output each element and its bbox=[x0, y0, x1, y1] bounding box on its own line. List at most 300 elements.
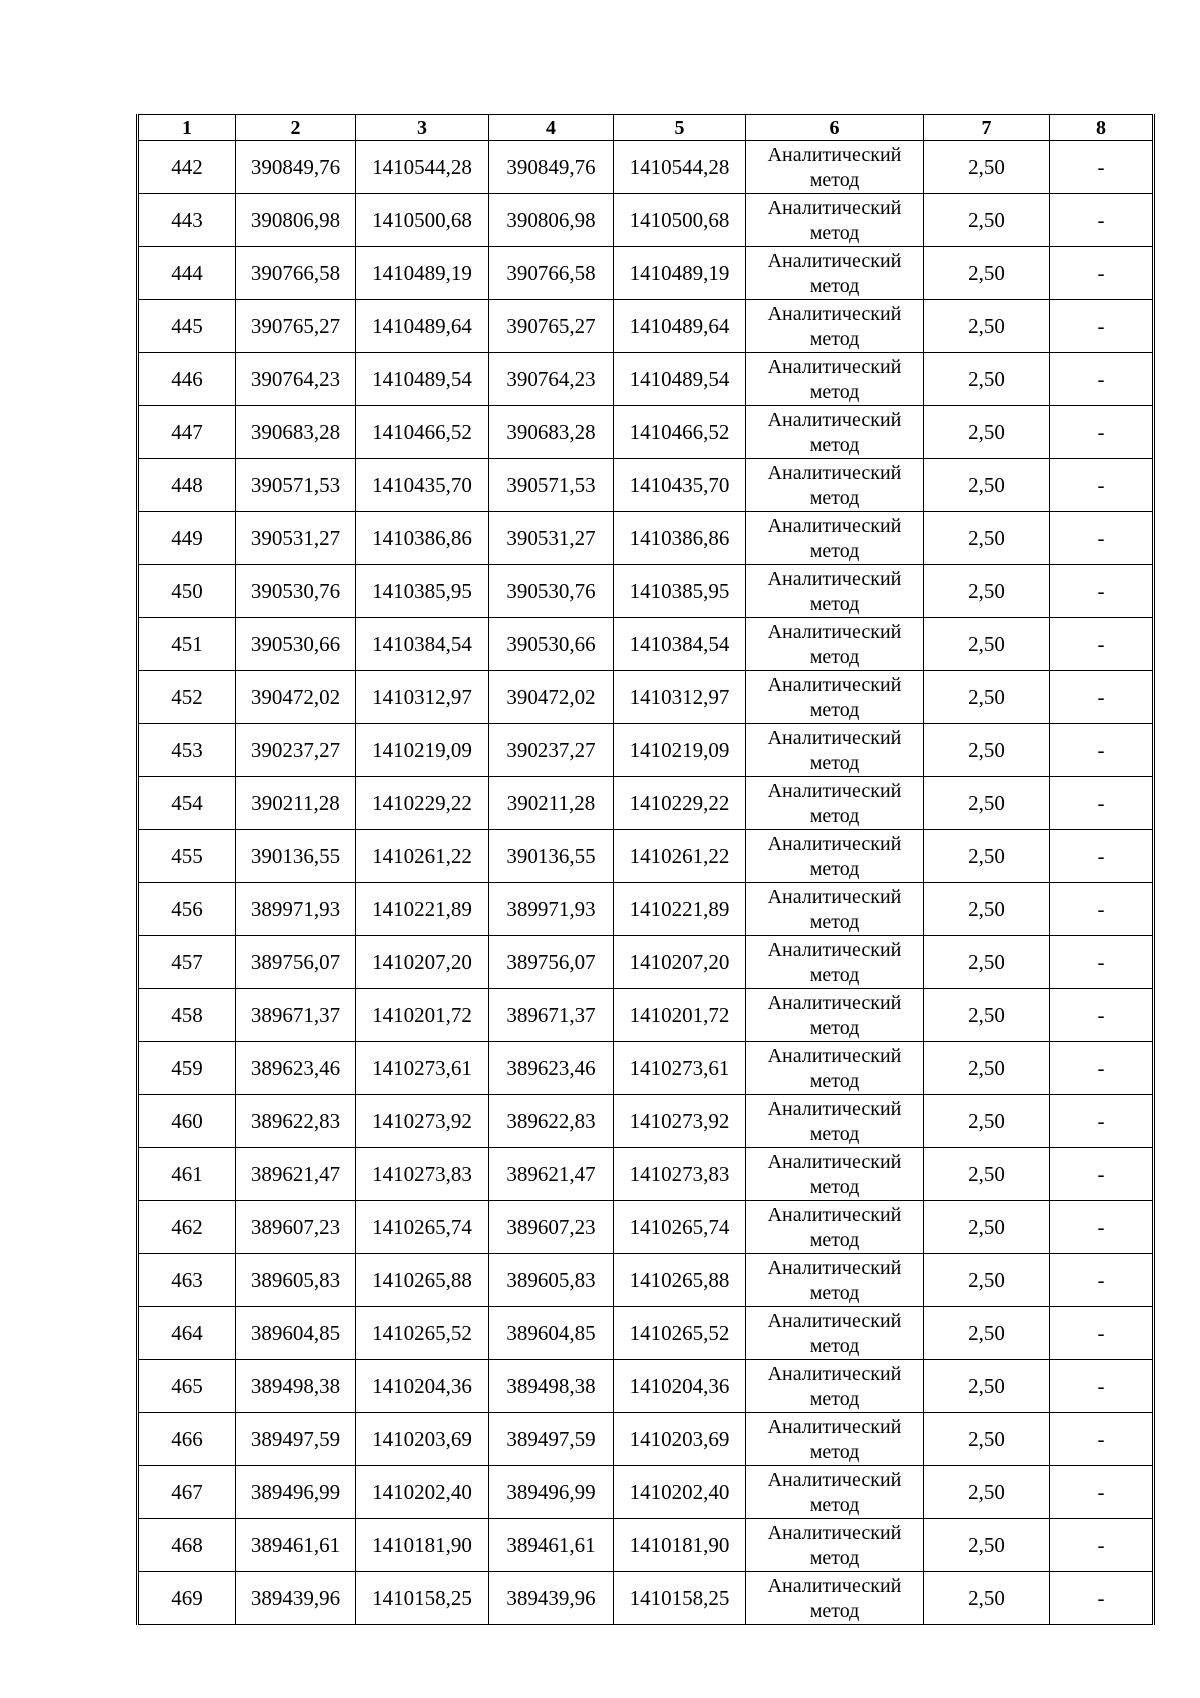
point-number-cell: 446 bbox=[138, 353, 236, 406]
x-coordinate-cell: 389621,47 bbox=[489, 1148, 614, 1201]
note-cell: - bbox=[1050, 512, 1154, 565]
table-row bbox=[138, 1413, 1154, 1466]
note-cell: - bbox=[1050, 1042, 1154, 1095]
y-coordinate-cell: 1410273,61 bbox=[356, 1042, 489, 1095]
method-text-line: Аналитический bbox=[767, 1362, 902, 1385]
point-number-cell: 452 bbox=[138, 671, 236, 724]
accuracy-cell: 2,50 bbox=[924, 406, 1050, 459]
x-coordinate-cell: 389604,85 bbox=[489, 1307, 614, 1360]
table-row bbox=[138, 1042, 1154, 1095]
method-cell bbox=[746, 1042, 924, 1095]
method-text-line: метод bbox=[809, 539, 860, 562]
table-row bbox=[138, 1148, 1154, 1201]
method-text-line: метод bbox=[809, 1069, 860, 1092]
method-text-line: Аналитический bbox=[767, 249, 902, 272]
y-coordinate-cell: 1410435,70 bbox=[614, 459, 746, 512]
y-coordinate-cell: 1410466,52 bbox=[356, 406, 489, 459]
accuracy-cell: 2,50 bbox=[924, 618, 1050, 671]
x-coordinate-cell: 390683,28 bbox=[489, 406, 614, 459]
x-coordinate-cell: 390531,27 bbox=[236, 512, 356, 565]
note-cell: - bbox=[1050, 141, 1154, 194]
table-row bbox=[138, 1095, 1154, 1148]
x-coordinate-cell: 390211,28 bbox=[236, 777, 356, 830]
accuracy-cell: 2,50 bbox=[924, 512, 1050, 565]
method-text-line: метод bbox=[809, 274, 860, 297]
y-coordinate-cell: 1410489,64 bbox=[356, 300, 489, 353]
y-coordinate-cell: 1410265,88 bbox=[356, 1254, 489, 1307]
x-coordinate-cell: 390472,02 bbox=[489, 671, 614, 724]
x-coordinate-cell: 390237,27 bbox=[489, 724, 614, 777]
note-cell: - bbox=[1050, 194, 1154, 247]
method-text-line: Аналитический bbox=[767, 673, 902, 696]
y-coordinate-cell: 1410201,72 bbox=[614, 989, 746, 1042]
y-coordinate-cell: 1410203,69 bbox=[356, 1413, 489, 1466]
y-coordinate-cell: 1410386,86 bbox=[356, 512, 489, 565]
method-text-line: метод bbox=[809, 1122, 860, 1145]
y-coordinate-cell: 1410265,74 bbox=[356, 1201, 489, 1254]
x-coordinate-cell: 389623,46 bbox=[489, 1042, 614, 1095]
note-cell: - bbox=[1050, 989, 1154, 1042]
y-coordinate-cell: 1410385,95 bbox=[356, 565, 489, 618]
method-text-line: Аналитический bbox=[767, 885, 902, 908]
method-cell bbox=[746, 194, 924, 247]
y-coordinate-cell: 1410312,97 bbox=[356, 671, 489, 724]
x-coordinate-cell: 389496,99 bbox=[489, 1466, 614, 1519]
method-text-line: Аналитический bbox=[767, 726, 902, 749]
point-number-cell: 466 bbox=[138, 1413, 236, 1466]
header-cell: 2 bbox=[236, 115, 356, 141]
table-row bbox=[138, 936, 1154, 989]
x-coordinate-cell: 390571,53 bbox=[236, 459, 356, 512]
method-text-line: Аналитический bbox=[767, 1044, 902, 1067]
note-cell: - bbox=[1050, 1307, 1154, 1360]
method-cell bbox=[746, 1307, 924, 1360]
table-row bbox=[138, 300, 1154, 353]
method-cell bbox=[746, 1413, 924, 1466]
y-coordinate-cell: 1410229,22 bbox=[356, 777, 489, 830]
x-coordinate-cell: 390530,76 bbox=[236, 565, 356, 618]
x-coordinate-cell: 390849,76 bbox=[489, 141, 614, 194]
note-cell: - bbox=[1050, 1572, 1154, 1625]
note-cell: - bbox=[1050, 1466, 1154, 1519]
point-number-cell: 461 bbox=[138, 1148, 236, 1201]
accuracy-cell: 2,50 bbox=[924, 247, 1050, 300]
note-cell: - bbox=[1050, 1519, 1154, 1572]
method-text-line: Аналитический bbox=[767, 408, 902, 431]
method-text-line: Аналитический bbox=[767, 1309, 902, 1332]
method-cell bbox=[746, 1360, 924, 1413]
y-coordinate-cell: 1410384,54 bbox=[614, 618, 746, 671]
method-text-line: метод bbox=[809, 751, 860, 774]
method-text-line: Аналитический bbox=[767, 567, 902, 590]
method-cell bbox=[746, 1201, 924, 1254]
point-number-cell: 445 bbox=[138, 300, 236, 353]
x-coordinate-cell: 390530,76 bbox=[489, 565, 614, 618]
note-cell: - bbox=[1050, 1095, 1154, 1148]
point-number-cell: 449 bbox=[138, 512, 236, 565]
y-coordinate-cell: 1410544,28 bbox=[356, 141, 489, 194]
x-coordinate-cell: 389605,83 bbox=[236, 1254, 356, 1307]
x-coordinate-cell: 389621,47 bbox=[236, 1148, 356, 1201]
method-cell bbox=[746, 141, 924, 194]
header-row bbox=[138, 115, 1154, 141]
x-coordinate-cell: 389971,93 bbox=[489, 883, 614, 936]
note-cell: - bbox=[1050, 406, 1154, 459]
method-text-line: Аналитический bbox=[767, 1097, 902, 1120]
x-coordinate-cell: 389497,59 bbox=[236, 1413, 356, 1466]
x-coordinate-cell: 389604,85 bbox=[236, 1307, 356, 1360]
x-coordinate-cell: 389605,83 bbox=[489, 1254, 614, 1307]
method-cell bbox=[746, 1095, 924, 1148]
note-cell: - bbox=[1050, 1360, 1154, 1413]
method-text-line: метод bbox=[809, 1546, 860, 1569]
accuracy-cell: 2,50 bbox=[924, 936, 1050, 989]
method-text-line: метод bbox=[809, 963, 860, 986]
header-cell: 8 bbox=[1050, 115, 1154, 141]
method-cell bbox=[746, 406, 924, 459]
table-row bbox=[138, 512, 1154, 565]
table-row bbox=[138, 141, 1154, 194]
method-text-line: Аналитический bbox=[767, 832, 902, 855]
x-coordinate-cell: 390764,23 bbox=[489, 353, 614, 406]
point-number-cell: 454 bbox=[138, 777, 236, 830]
note-cell: - bbox=[1050, 724, 1154, 777]
y-coordinate-cell: 1410219,09 bbox=[356, 724, 489, 777]
point-number-cell: 444 bbox=[138, 247, 236, 300]
method-cell bbox=[746, 247, 924, 300]
y-coordinate-cell: 1410312,97 bbox=[614, 671, 746, 724]
method-text-line: метод bbox=[809, 486, 860, 509]
note-cell: - bbox=[1050, 300, 1154, 353]
method-text-line: Аналитический bbox=[767, 1256, 902, 1279]
x-coordinate-cell: 390530,66 bbox=[489, 618, 614, 671]
table-row bbox=[138, 1572, 1154, 1625]
table-row bbox=[138, 1307, 1154, 1360]
method-text-line: Аналитический bbox=[767, 302, 902, 325]
table-row bbox=[138, 565, 1154, 618]
point-number-cell: 455 bbox=[138, 830, 236, 883]
x-coordinate-cell: 389498,38 bbox=[489, 1360, 614, 1413]
method-cell bbox=[746, 565, 924, 618]
y-coordinate-cell: 1410221,89 bbox=[356, 883, 489, 936]
y-coordinate-cell: 1410265,52 bbox=[356, 1307, 489, 1360]
table-row bbox=[138, 671, 1154, 724]
y-coordinate-cell: 1410435,70 bbox=[356, 459, 489, 512]
y-coordinate-cell: 1410489,19 bbox=[614, 247, 746, 300]
y-coordinate-cell: 1410265,52 bbox=[614, 1307, 746, 1360]
y-coordinate-cell: 1410385,95 bbox=[614, 565, 746, 618]
method-text-line: метод bbox=[809, 1016, 860, 1039]
table-row bbox=[138, 1466, 1154, 1519]
point-number-cell: 464 bbox=[138, 1307, 236, 1360]
method-text-line: метод bbox=[809, 1387, 860, 1410]
method-text-line: метод bbox=[809, 645, 860, 668]
method-text-line: метод bbox=[809, 221, 860, 244]
accuracy-cell: 2,50 bbox=[924, 830, 1050, 883]
accuracy-cell: 2,50 bbox=[924, 1572, 1050, 1625]
table-row bbox=[138, 830, 1154, 883]
y-coordinate-cell: 1410207,20 bbox=[356, 936, 489, 989]
x-coordinate-cell: 390766,58 bbox=[489, 247, 614, 300]
method-text-line: Аналитический bbox=[767, 938, 902, 961]
x-coordinate-cell: 390136,55 bbox=[489, 830, 614, 883]
method-text-line: метод bbox=[809, 1228, 860, 1251]
y-coordinate-cell: 1410158,25 bbox=[356, 1572, 489, 1625]
accuracy-cell: 2,50 bbox=[924, 1466, 1050, 1519]
x-coordinate-cell: 389756,07 bbox=[489, 936, 614, 989]
point-number-cell: 457 bbox=[138, 936, 236, 989]
point-number-cell: 451 bbox=[138, 618, 236, 671]
accuracy-cell: 2,50 bbox=[924, 353, 1050, 406]
accuracy-cell: 2,50 bbox=[924, 989, 1050, 1042]
x-coordinate-cell: 389671,37 bbox=[489, 989, 614, 1042]
header-cell: 3 bbox=[356, 115, 489, 141]
x-coordinate-cell: 389496,99 bbox=[236, 1466, 356, 1519]
note-cell: - bbox=[1050, 936, 1154, 989]
accuracy-cell: 2,50 bbox=[924, 777, 1050, 830]
method-text-line: метод bbox=[809, 698, 860, 721]
table-row bbox=[138, 618, 1154, 671]
x-coordinate-cell: 390237,27 bbox=[236, 724, 356, 777]
point-number-cell: 468 bbox=[138, 1519, 236, 1572]
table-row bbox=[138, 1360, 1154, 1413]
point-number-cell: 448 bbox=[138, 459, 236, 512]
y-coordinate-cell: 1410158,25 bbox=[614, 1572, 746, 1625]
method-text-line: Аналитический bbox=[767, 461, 902, 484]
point-number-cell: 453 bbox=[138, 724, 236, 777]
point-number-cell: 447 bbox=[138, 406, 236, 459]
y-coordinate-cell: 1410202,40 bbox=[356, 1466, 489, 1519]
accuracy-cell: 2,50 bbox=[924, 1042, 1050, 1095]
x-coordinate-cell: 389607,23 bbox=[236, 1201, 356, 1254]
method-cell bbox=[746, 989, 924, 1042]
header-cell: 5 bbox=[614, 115, 746, 141]
x-coordinate-cell: 390765,27 bbox=[236, 300, 356, 353]
y-coordinate-cell: 1410229,22 bbox=[614, 777, 746, 830]
point-number-cell: 458 bbox=[138, 989, 236, 1042]
y-coordinate-cell: 1410261,22 bbox=[356, 830, 489, 883]
method-text-line: метод bbox=[809, 1334, 860, 1357]
y-coordinate-cell: 1410204,36 bbox=[614, 1360, 746, 1413]
method-cell bbox=[746, 936, 924, 989]
accuracy-cell: 2,50 bbox=[924, 883, 1050, 936]
method-text-line: метод bbox=[809, 910, 860, 933]
x-coordinate-cell: 389439,96 bbox=[236, 1572, 356, 1625]
method-cell bbox=[746, 1572, 924, 1625]
x-coordinate-cell: 390531,27 bbox=[489, 512, 614, 565]
x-coordinate-cell: 390683,28 bbox=[236, 406, 356, 459]
table-row bbox=[138, 406, 1154, 459]
x-coordinate-cell: 390849,76 bbox=[236, 141, 356, 194]
table-row bbox=[138, 459, 1154, 512]
x-coordinate-cell: 389497,59 bbox=[489, 1413, 614, 1466]
x-coordinate-cell: 390571,53 bbox=[489, 459, 614, 512]
point-number-cell: 443 bbox=[138, 194, 236, 247]
x-coordinate-cell: 389439,96 bbox=[489, 1572, 614, 1625]
table-row bbox=[138, 883, 1154, 936]
accuracy-cell: 2,50 bbox=[924, 1307, 1050, 1360]
y-coordinate-cell: 1410500,68 bbox=[614, 194, 746, 247]
method-text-line: Аналитический bbox=[767, 1468, 902, 1491]
table-row bbox=[138, 1201, 1154, 1254]
note-cell: - bbox=[1050, 1254, 1154, 1307]
method-cell bbox=[746, 1466, 924, 1519]
method-cell bbox=[746, 618, 924, 671]
method-text-line: метод bbox=[809, 1281, 860, 1304]
table-row bbox=[138, 247, 1154, 300]
x-coordinate-cell: 390211,28 bbox=[489, 777, 614, 830]
y-coordinate-cell: 1410273,92 bbox=[356, 1095, 489, 1148]
y-coordinate-cell: 1410201,72 bbox=[356, 989, 489, 1042]
note-cell: - bbox=[1050, 777, 1154, 830]
header-cell: 1 bbox=[138, 115, 236, 141]
accuracy-cell: 2,50 bbox=[924, 1201, 1050, 1254]
table-row bbox=[138, 989, 1154, 1042]
x-coordinate-cell: 389461,61 bbox=[236, 1519, 356, 1572]
accuracy-cell: 2,50 bbox=[924, 1360, 1050, 1413]
method-text-line: Аналитический bbox=[767, 1203, 902, 1226]
x-coordinate-cell: 389498,38 bbox=[236, 1360, 356, 1413]
method-cell bbox=[746, 671, 924, 724]
point-number-cell: 456 bbox=[138, 883, 236, 936]
point-number-cell: 462 bbox=[138, 1201, 236, 1254]
table-row bbox=[138, 724, 1154, 777]
method-text-line: Аналитический bbox=[767, 196, 902, 219]
method-text-line: метод bbox=[809, 1599, 860, 1622]
method-text-line: метод bbox=[809, 804, 860, 827]
method-cell bbox=[746, 512, 924, 565]
y-coordinate-cell: 1410202,40 bbox=[614, 1466, 746, 1519]
y-coordinate-cell: 1410273,61 bbox=[614, 1042, 746, 1095]
method-cell bbox=[746, 300, 924, 353]
method-cell bbox=[746, 830, 924, 883]
x-coordinate-cell: 390806,98 bbox=[489, 194, 614, 247]
y-coordinate-cell: 1410489,54 bbox=[614, 353, 746, 406]
note-cell: - bbox=[1050, 883, 1154, 936]
y-coordinate-cell: 1410500,68 bbox=[356, 194, 489, 247]
note-cell: - bbox=[1050, 1413, 1154, 1466]
accuracy-cell: 2,50 bbox=[924, 141, 1050, 194]
note-cell: - bbox=[1050, 247, 1154, 300]
point-number-cell: 460 bbox=[138, 1095, 236, 1148]
x-coordinate-cell: 389461,61 bbox=[489, 1519, 614, 1572]
method-text-line: метод bbox=[809, 1175, 860, 1198]
method-text-line: метод bbox=[809, 327, 860, 350]
method-cell bbox=[746, 459, 924, 512]
y-coordinate-cell: 1410386,86 bbox=[614, 512, 746, 565]
method-cell bbox=[746, 1254, 924, 1307]
accuracy-cell: 2,50 bbox=[924, 194, 1050, 247]
y-coordinate-cell: 1410273,83 bbox=[614, 1148, 746, 1201]
table-row bbox=[138, 1519, 1154, 1572]
accuracy-cell: 2,50 bbox=[924, 1254, 1050, 1307]
x-coordinate-cell: 389622,83 bbox=[236, 1095, 356, 1148]
header-cell: 7 bbox=[924, 115, 1050, 141]
y-coordinate-cell: 1410384,54 bbox=[356, 618, 489, 671]
method-text-line: Аналитический bbox=[767, 355, 902, 378]
y-coordinate-cell: 1410466,52 bbox=[614, 406, 746, 459]
x-coordinate-cell: 390765,27 bbox=[489, 300, 614, 353]
accuracy-cell: 2,50 bbox=[924, 300, 1050, 353]
y-coordinate-cell: 1410221,89 bbox=[614, 883, 746, 936]
x-coordinate-cell: 389607,23 bbox=[489, 1201, 614, 1254]
method-text-line: Аналитический bbox=[767, 143, 902, 166]
y-coordinate-cell: 1410181,90 bbox=[614, 1519, 746, 1572]
y-coordinate-cell: 1410544,28 bbox=[614, 141, 746, 194]
accuracy-cell: 2,50 bbox=[924, 1148, 1050, 1201]
x-coordinate-cell: 390766,58 bbox=[236, 247, 356, 300]
y-coordinate-cell: 1410261,22 bbox=[614, 830, 746, 883]
method-cell bbox=[746, 777, 924, 830]
y-coordinate-cell: 1410181,90 bbox=[356, 1519, 489, 1572]
header-cell: 4 bbox=[489, 115, 614, 141]
method-text-line: Аналитический bbox=[767, 1574, 902, 1597]
y-coordinate-cell: 1410219,09 bbox=[614, 724, 746, 777]
y-coordinate-cell: 1410265,88 bbox=[614, 1254, 746, 1307]
y-coordinate-cell: 1410203,69 bbox=[614, 1413, 746, 1466]
note-cell: - bbox=[1050, 565, 1154, 618]
accuracy-cell: 2,50 bbox=[924, 1519, 1050, 1572]
y-coordinate-cell: 1410273,83 bbox=[356, 1148, 489, 1201]
table-body bbox=[138, 141, 1154, 1625]
y-coordinate-cell: 1410204,36 bbox=[356, 1360, 489, 1413]
x-coordinate-cell: 389622,83 bbox=[489, 1095, 614, 1148]
point-number-cell: 459 bbox=[138, 1042, 236, 1095]
header-cell: 6 bbox=[746, 115, 924, 141]
accuracy-cell: 2,50 bbox=[924, 671, 1050, 724]
method-cell bbox=[746, 1148, 924, 1201]
method-text-line: метод bbox=[809, 433, 860, 456]
method-text-line: Аналитический bbox=[767, 620, 902, 643]
method-cell bbox=[746, 883, 924, 936]
method-text-line: метод bbox=[809, 592, 860, 615]
x-coordinate-cell: 390806,98 bbox=[236, 194, 356, 247]
accuracy-cell: 2,50 bbox=[924, 1095, 1050, 1148]
table-row bbox=[138, 1254, 1154, 1307]
y-coordinate-cell: 1410489,64 bbox=[614, 300, 746, 353]
method-cell bbox=[746, 1519, 924, 1572]
point-number-cell: 450 bbox=[138, 565, 236, 618]
note-cell: - bbox=[1050, 671, 1154, 724]
accuracy-cell: 2,50 bbox=[924, 565, 1050, 618]
table-row bbox=[138, 194, 1154, 247]
method-text-line: метод bbox=[809, 380, 860, 403]
method-text-line: Аналитический bbox=[767, 1150, 902, 1173]
point-number-cell: 465 bbox=[138, 1360, 236, 1413]
method-text-line: Аналитический bbox=[767, 1521, 902, 1544]
note-cell: - bbox=[1050, 1201, 1154, 1254]
method-text-line: Аналитический bbox=[767, 779, 902, 802]
table-row bbox=[138, 777, 1154, 830]
x-coordinate-cell: 389671,37 bbox=[236, 989, 356, 1042]
x-coordinate-cell: 389623,46 bbox=[236, 1042, 356, 1095]
x-coordinate-cell: 390764,23 bbox=[236, 353, 356, 406]
y-coordinate-cell: 1410489,19 bbox=[356, 247, 489, 300]
x-coordinate-cell: 389756,07 bbox=[236, 936, 356, 989]
method-text-line: метод bbox=[809, 1440, 860, 1463]
point-number-cell: 463 bbox=[138, 1254, 236, 1307]
method-cell bbox=[746, 353, 924, 406]
x-coordinate-cell: 390472,02 bbox=[236, 671, 356, 724]
point-number-cell: 442 bbox=[138, 141, 236, 194]
method-cell bbox=[746, 724, 924, 777]
x-coordinate-cell: 389971,93 bbox=[236, 883, 356, 936]
note-cell: - bbox=[1050, 830, 1154, 883]
coordinates-table bbox=[136, 114, 1155, 1625]
method-text-line: Аналитический bbox=[767, 1415, 902, 1438]
accuracy-cell: 2,50 bbox=[924, 1413, 1050, 1466]
note-cell: - bbox=[1050, 459, 1154, 512]
